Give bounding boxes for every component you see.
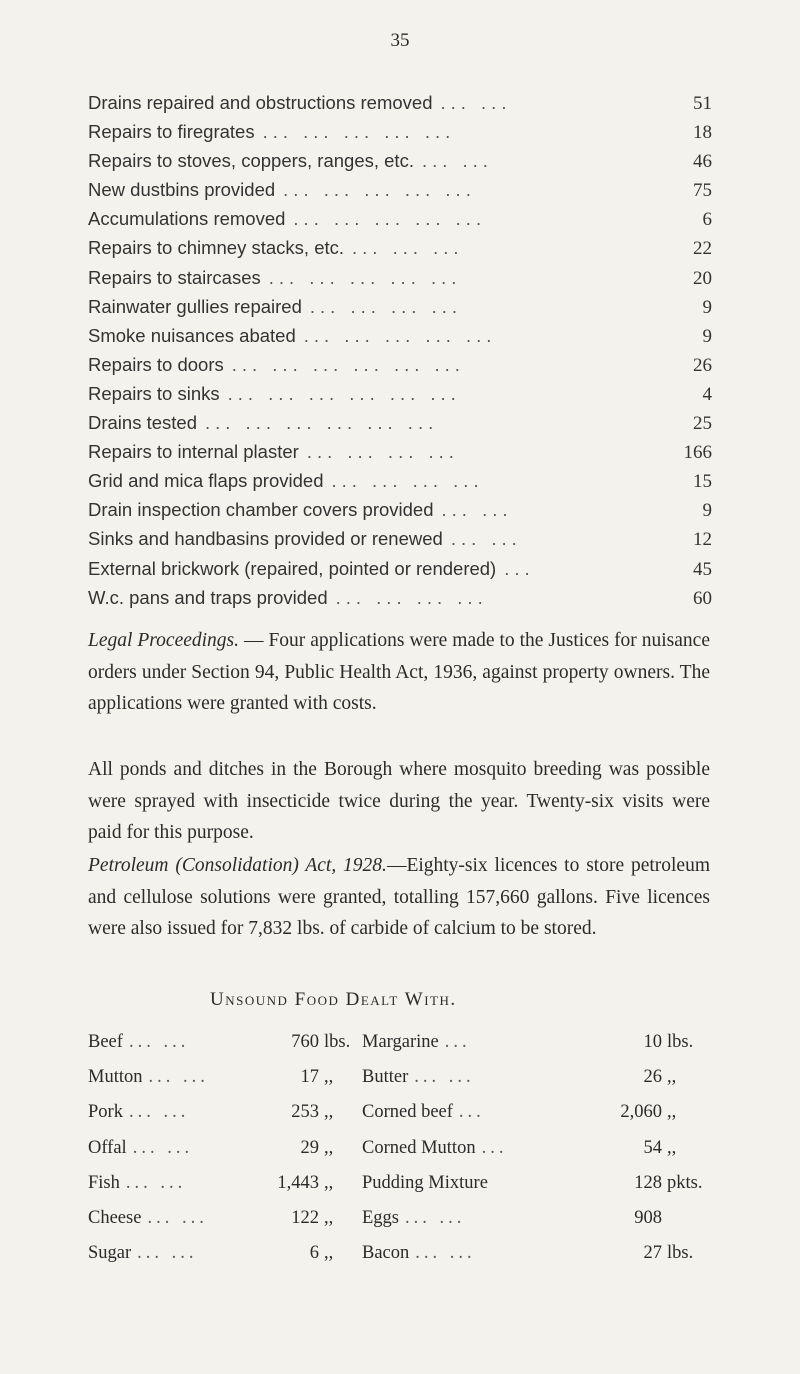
leader-dots: ... ... ... ... ... ... [227,382,461,404]
legal-proceedings-paragraph [88,625,710,720]
food-quantity: 17 [300,1067,319,1088]
leader-dots: ... [444,1032,471,1052]
leader-dots: ... ... ... ... ... [283,179,476,201]
leader-dots: ... ... [125,1172,187,1193]
food-row [88,1166,713,1201]
work-item-count: 51 [693,93,712,114]
food-quantity: 128 [634,1172,662,1193]
work-item-label: New dustbins provided [88,179,276,201]
food-unit: ,, [324,1067,334,1088]
food-name: Bacon [362,1243,410,1264]
work-item-row [88,321,712,350]
leader-dots: ... [481,1137,508,1158]
leader-dots: ... ... [128,1102,190,1123]
work-item-label: Rainwater gullies repaired [88,295,302,317]
leader-dots: ... ... [148,1067,209,1088]
work-item-row [88,233,712,262]
food-quantity: 54 [643,1137,662,1158]
work-item-count: 75 [693,180,712,202]
work-item-count: 166 [683,442,712,464]
leader-dots: ... [458,1102,485,1123]
work-item-row [88,350,712,379]
work-item-label: Accumulations removed [88,208,286,230]
work-item-count: 45 [693,558,712,580]
work-item-label: Repairs to stoves, coppers, ranges, etc. [88,150,414,172]
food-quantity: 27 [643,1243,662,1264]
food-row [88,1095,713,1130]
legal-proceedings-heading: Legal Proceedings. [88,630,240,651]
work-item-row [88,292,712,321]
work-item-count: 22 [693,238,712,260]
work-item-label: Grid and mica flaps provided [88,470,324,492]
food-row [88,1236,713,1271]
leader-dots: ... ... ... ... [331,470,484,492]
leader-dots: ... ... ... ... ... [262,121,456,143]
food-unit: pkts. [667,1172,703,1193]
food-name: Eggs [362,1207,399,1228]
petroleum-text: —Eighty-six licences to store petroleum and cellulose solutions were granted, totalling 157,660 gallons. Five licences were also issued for 7,832 lbs. of carbide of calcium to be stored. [88,855,711,939]
leader-dots: ... ... [415,1243,476,1264]
work-item-row [88,408,712,437]
food-cell-left [88,1095,362,1130]
work-item-row [88,263,712,292]
food-cell-right [362,1095,713,1130]
food-cell-left [88,1131,362,1166]
food-cell-left [88,1166,362,1201]
work-item-label: Repairs to staircases [88,266,261,288]
work-item-count: 25 [693,413,712,435]
work-item-label: Drains tested [88,412,197,434]
legal-proceedings-text: — Four applications were made to the Justices for nuisance orders under Section 94, Public Health Act, 1936, against property owners. The applications were granted with costs. [88,630,710,714]
food-name: Corned beef [362,1102,453,1123]
leader-dots: ... ... ... ... ... ... [205,412,439,434]
food-unit: ,, [324,1137,334,1158]
food-unit: ,, [324,1243,334,1264]
food-cell-right [362,1166,713,1201]
food-unit: ,, [667,1067,677,1088]
food-unit: ,, [324,1207,334,1228]
food-name: Offal [88,1137,127,1158]
work-item-label: Repairs to doors [88,353,224,375]
leader-dots: ... ... [128,1032,190,1052]
leader-dots: ... [504,557,535,579]
food-cell-right [362,1236,713,1271]
work-item-label: Repairs to sinks [88,382,220,404]
food-name: Mutton [88,1067,143,1088]
food-name: Cheese [88,1207,142,1228]
food-quantity: 1,443 [277,1172,319,1193]
leader-dots: ... ... ... ... [306,441,459,463]
work-item-row [88,466,712,495]
food-unit: ,, [667,1102,677,1123]
work-item-label: Drains repaired and obstructions removed [88,92,433,113]
leader-dots: ... ... [132,1137,194,1158]
food-name: Beef [88,1032,123,1052]
unsound-food-heading: Unsound Food Dealt With. [210,989,457,1010]
leader-dots: ... ... [137,1243,198,1264]
food-name: Pork [88,1102,123,1123]
leader-dots: ... ... ... ... ... [293,208,487,230]
food-cell-left [88,1236,362,1271]
food-unit: ,, [324,1172,334,1193]
work-item-row [88,88,712,117]
leader-dots: ... ... [147,1207,208,1228]
work-item-label: W.c. pans and traps provided [88,586,328,608]
leader-dots: ... ... ... ... ... ... [231,353,465,375]
work-item-row [88,583,712,612]
food-name: Margarine [362,1032,439,1052]
leader-dots: ... ... [405,1207,466,1228]
leader-dots: ... ... ... ... ... [268,266,462,288]
work-item-count: 60 [693,587,712,609]
work-item-row [88,175,712,204]
work-item-row [88,437,712,466]
food-unit: lbs. [667,1243,694,1264]
leader-dots: ... ... [414,1067,475,1088]
food-row [88,1025,713,1060]
work-item-row [88,379,712,408]
work-item-count: 18 [693,122,712,144]
food-cell-right [362,1131,713,1166]
food-name: Butter [362,1067,409,1088]
food-cell-left [88,1201,362,1236]
food-quantity: 2,060 [620,1102,662,1123]
petroleum-heading: Petroleum (Consolidation) Act, 1928. [88,855,387,876]
work-item-label: External brickwork (repaired, pointed or rendered) [88,557,497,579]
food-unit: ,, [667,1137,677,1158]
food-cell-left [88,1025,362,1060]
work-item-count: 15 [693,471,712,493]
work-item-row [88,495,712,524]
food-quantity: 908 [634,1207,662,1228]
food-name: Corned Mutton [362,1137,476,1158]
leader-dots: ... ... [421,150,493,172]
unsound-food-table [88,1025,713,1271]
food-cell-left [88,1060,362,1095]
food-name: Fish [88,1172,120,1193]
work-item-count: 9 [702,500,712,522]
food-quantity: 6 [309,1243,319,1264]
work-item-count: 9 [702,296,712,318]
food-quantity: 760 [291,1032,319,1052]
petroleum-paragraph [88,850,710,945]
work-item-label: Smoke nuisances abated [88,324,296,346]
food-unit: ,, [324,1102,334,1123]
food-quantity: 10 [643,1032,662,1052]
food-quantity: 122 [291,1207,319,1228]
work-item-label: Sinks and handbasins provided or renewed [88,528,443,550]
ponds-paragraph: All ponds and ditches in the Borough where mosquito breeding was possible were sprayed with insecticide twice during the year. Twenty-six visits were paid for this purpose. [88,759,710,843]
leader-dots: ... ... [440,92,512,113]
food-quantity: 26 [643,1067,662,1088]
work-item-label: Repairs to firegrates [88,121,255,143]
food-name: Sugar [88,1243,132,1264]
leader-dots: ... ... ... ... ... [303,324,497,346]
work-item-row [88,554,712,583]
work-item-count: 26 [693,354,712,376]
food-cell-right [362,1060,713,1095]
food-row [88,1131,713,1166]
page-number: 35 [390,30,410,51]
work-item-row [88,117,712,146]
food-name: Pudding Mixture [362,1172,488,1193]
sanitary-work-list [88,88,712,612]
work-item-label: Repairs to internal plaster [88,441,299,463]
leader-dots: ... ... [450,528,522,550]
leader-dots: ... ... ... ... [309,295,462,317]
food-cell-right [362,1201,713,1236]
work-item-count: 4 [702,383,712,405]
work-item-label: Drain inspection chamber covers provided [88,499,434,521]
leader-dots: ... ... ... ... [335,586,488,608]
food-unit: lbs. [324,1032,351,1052]
work-item-count: 46 [693,151,712,173]
work-item-count: 6 [702,209,712,231]
leader-dots: ... ... ... [352,237,464,259]
work-item-label: Repairs to chimney stacks, etc. [88,237,345,259]
work-item-count: 9 [702,325,712,347]
food-row [88,1060,713,1095]
work-item-row [88,524,712,553]
food-cell-right [362,1025,713,1060]
work-item-row [88,146,712,175]
work-item-row [88,204,712,233]
food-quantity: 29 [300,1137,319,1158]
work-item-count: 20 [693,267,712,289]
food-row [88,1201,713,1236]
food-unit: lbs. [667,1032,694,1052]
leader-dots: ... ... [441,499,513,521]
work-item-count: 12 [693,529,712,551]
food-quantity: 253 [291,1102,319,1123]
